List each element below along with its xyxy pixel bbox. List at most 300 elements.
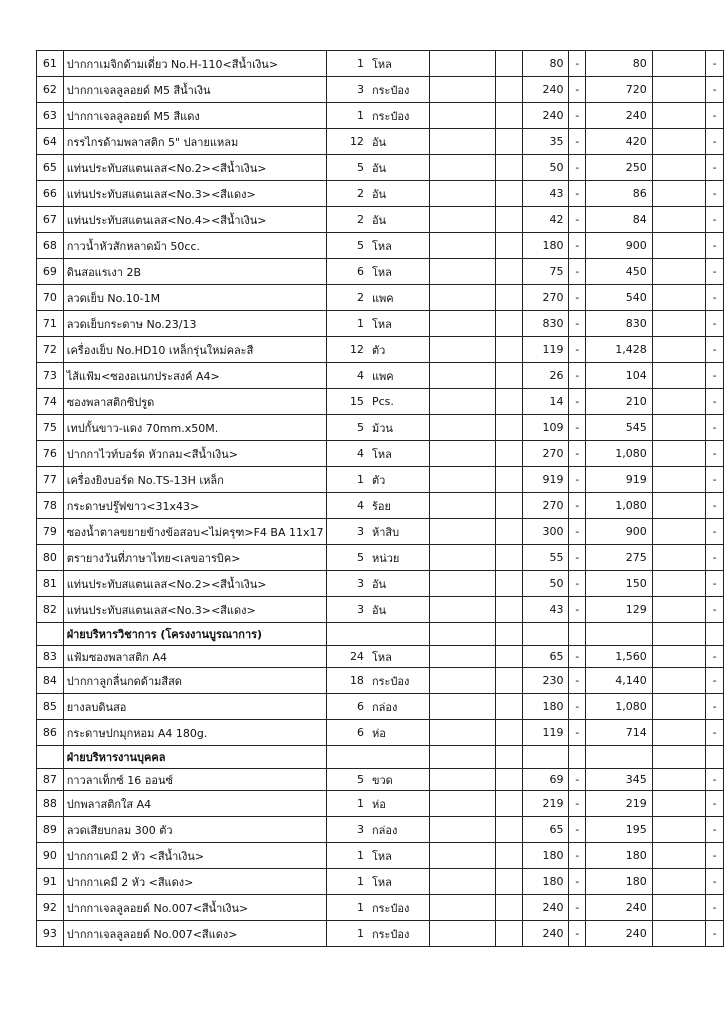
unit-price: 14 <box>523 389 569 415</box>
table-row <box>37 77 724 103</box>
empty-cell <box>429 493 496 519</box>
item-description: ปากกาเจลลูลอยด์ M5 สีน้ำเงิน <box>63 77 327 103</box>
unit-price-dash: - <box>569 869 586 895</box>
line-total-dash: - <box>706 389 724 415</box>
empty-cell <box>429 51 496 77</box>
line-total: 275 <box>586 545 653 571</box>
empty-cell <box>496 493 523 519</box>
item-quantity: 1 <box>327 921 368 947</box>
table-row <box>37 181 724 207</box>
line-total: 720 <box>586 77 653 103</box>
item-number: 72 <box>37 337 64 363</box>
item-number: 83 <box>37 646 64 668</box>
item-unit: ห่อ <box>368 720 429 746</box>
table-row <box>37 545 724 571</box>
item-quantity: 18 <box>327 668 368 694</box>
unit-price: 219 <box>523 791 569 817</box>
item-quantity: 12 <box>327 129 368 155</box>
unit-price: 240 <box>523 103 569 129</box>
line-total-dash: - <box>706 155 724 181</box>
empty-cell <box>652 623 706 646</box>
empty-cell <box>652 545 706 571</box>
line-total: 714 <box>586 720 653 746</box>
section-title: ฝ่ายบริหารวิชาการ (โครงงานบูรณาการ) <box>63 623 327 646</box>
table-row <box>37 51 724 77</box>
item-unit: กระป๋อง <box>368 103 429 129</box>
line-total: 345 <box>586 769 653 791</box>
empty-cell <box>706 746 724 769</box>
empty-cell <box>327 746 368 769</box>
line-total: 180 <box>586 869 653 895</box>
item-unit: ขวด <box>368 769 429 791</box>
item-description: แท่นประทับสแตนเลส<No.4><สีน้ำเงิน> <box>63 207 327 233</box>
table-row <box>37 895 724 921</box>
line-total: 80 <box>586 51 653 77</box>
line-total: 240 <box>586 895 653 921</box>
unit-price-dash: - <box>569 155 586 181</box>
item-number: 76 <box>37 441 64 467</box>
line-total-dash: - <box>706 337 724 363</box>
unit-price: 26 <box>523 363 569 389</box>
row-number-cell <box>37 623 64 646</box>
line-total: 240 <box>586 921 653 947</box>
line-total: 900 <box>586 233 653 259</box>
empty-cell <box>429 103 496 129</box>
line-total-dash: - <box>706 668 724 694</box>
item-unit: ร้อย <box>368 493 429 519</box>
table-row <box>37 720 724 746</box>
item-unit: อัน <box>368 597 429 623</box>
item-description: ลวดเย็บกระดาษ No.23/13 <box>63 311 327 337</box>
item-description: กรรไกรด้ามพลาสติก 5" ปลายแหลม <box>63 129 327 155</box>
item-unit: ห้าสิบ <box>368 519 429 545</box>
table-row <box>37 869 724 895</box>
empty-cell <box>652 207 706 233</box>
empty-cell <box>652 129 706 155</box>
item-description: เครื่องเย็บ No.HD10 เหล็กรุ่นใหม่คละสี <box>63 337 327 363</box>
empty-cell <box>496 791 523 817</box>
unit-price-dash: - <box>569 415 586 441</box>
item-quantity: 2 <box>327 285 368 311</box>
empty-cell <box>496 597 523 623</box>
empty-cell <box>569 746 586 769</box>
item-description: แท่นประทับสแตนเลส<No.3><สีแดง> <box>63 181 327 207</box>
item-quantity: 3 <box>327 519 368 545</box>
empty-cell <box>652 77 706 103</box>
item-quantity: 1 <box>327 311 368 337</box>
item-quantity: 5 <box>327 415 368 441</box>
empty-cell <box>496 519 523 545</box>
item-quantity: 5 <box>327 233 368 259</box>
unit-price-dash: - <box>569 259 586 285</box>
item-quantity: 1 <box>327 895 368 921</box>
empty-cell <box>496 103 523 129</box>
item-quantity: 3 <box>327 77 368 103</box>
empty-cell <box>429 668 496 694</box>
line-total: 919 <box>586 467 653 493</box>
item-quantity: 5 <box>327 769 368 791</box>
item-number: 82 <box>37 597 64 623</box>
item-number: 64 <box>37 129 64 155</box>
unit-price: 75 <box>523 259 569 285</box>
table-row <box>37 285 724 311</box>
line-total: 4,140 <box>586 668 653 694</box>
unit-price: 69 <box>523 769 569 791</box>
empty-cell <box>652 363 706 389</box>
empty-cell <box>496 571 523 597</box>
table-row <box>37 467 724 493</box>
unit-price-dash: - <box>569 207 586 233</box>
row-number-cell <box>37 746 64 769</box>
empty-cell <box>429 259 496 285</box>
empty-cell <box>429 519 496 545</box>
item-description: ปากกาเคมี 2 หัว <สีน้ำเงิน> <box>63 843 327 869</box>
empty-cell <box>496 895 523 921</box>
item-description: ปกพลาสติกใส A4 <box>63 791 327 817</box>
item-number: 67 <box>37 207 64 233</box>
line-total-dash: - <box>706 467 724 493</box>
empty-cell <box>429 129 496 155</box>
empty-cell <box>496 921 523 947</box>
empty-cell <box>496 545 523 571</box>
unit-price-dash: - <box>569 597 586 623</box>
line-total-dash: - <box>706 51 724 77</box>
empty-cell <box>327 623 368 646</box>
unit-price: 180 <box>523 233 569 259</box>
table-row <box>37 493 724 519</box>
empty-cell <box>429 207 496 233</box>
item-quantity: 1 <box>327 51 368 77</box>
line-total-dash: - <box>706 791 724 817</box>
item-quantity: 1 <box>327 467 368 493</box>
empty-cell <box>652 415 706 441</box>
empty-cell <box>496 285 523 311</box>
line-total-dash: - <box>706 363 724 389</box>
item-description: ปากกาเจลลูลอยด์ M5 สีแดง <box>63 103 327 129</box>
line-total-dash: - <box>706 817 724 843</box>
item-description: ปากกาไวท์บอร์ด หัวกลม<สีน้ำเงิน> <box>63 441 327 467</box>
item-quantity: 4 <box>327 441 368 467</box>
item-unit: โหล <box>368 259 429 285</box>
line-total-dash: - <box>706 720 724 746</box>
item-unit: โหล <box>368 869 429 895</box>
item-description: ไส้แฟ้ม<ซองอเนกประสงค์ A4> <box>63 363 327 389</box>
item-quantity: 3 <box>327 817 368 843</box>
unit-price: 270 <box>523 441 569 467</box>
empty-cell <box>429 285 496 311</box>
empty-cell <box>429 646 496 668</box>
item-unit: ม้วน <box>368 415 429 441</box>
table-row <box>37 129 724 155</box>
unit-price: 50 <box>523 155 569 181</box>
item-number: 66 <box>37 181 64 207</box>
item-unit: แพค <box>368 363 429 389</box>
empty-cell <box>496 337 523 363</box>
item-quantity: 1 <box>327 843 368 869</box>
empty-cell <box>429 545 496 571</box>
item-unit: อัน <box>368 129 429 155</box>
item-number: 68 <box>37 233 64 259</box>
item-description: ปากกาเจลลูลอยด์ No.007<สีน้ำเงิน> <box>63 895 327 921</box>
item-number: 69 <box>37 259 64 285</box>
unit-price: 43 <box>523 181 569 207</box>
line-total-dash: - <box>706 207 724 233</box>
unit-price: 50 <box>523 571 569 597</box>
item-description: ลวดเสียบกลม 300 ตัว <box>63 817 327 843</box>
line-total-dash: - <box>706 441 724 467</box>
table-row <box>37 694 724 720</box>
empty-cell <box>652 791 706 817</box>
unit-price-dash: - <box>569 791 586 817</box>
table-row <box>37 668 724 694</box>
item-description: ปากกาลูกลื่นกดด้ามสีสด <box>63 668 327 694</box>
empty-cell <box>429 791 496 817</box>
empty-cell <box>496 311 523 337</box>
empty-cell <box>569 623 586 646</box>
table-row <box>37 103 724 129</box>
unit-price: 43 <box>523 597 569 623</box>
empty-cell <box>368 746 429 769</box>
empty-cell <box>429 895 496 921</box>
item-number: 78 <box>37 493 64 519</box>
line-total: 545 <box>586 415 653 441</box>
line-total: 1,080 <box>586 441 653 467</box>
line-total: 1,428 <box>586 337 653 363</box>
table-row <box>37 363 724 389</box>
line-total: 210 <box>586 389 653 415</box>
line-total-dash: - <box>706 181 724 207</box>
unit-price: 80 <box>523 51 569 77</box>
item-unit: อัน <box>368 181 429 207</box>
line-total-dash: - <box>706 921 724 947</box>
line-total: 219 <box>586 791 653 817</box>
empty-cell <box>652 597 706 623</box>
unit-price-dash: - <box>569 694 586 720</box>
line-total-dash: - <box>706 415 724 441</box>
empty-cell <box>496 259 523 285</box>
empty-cell <box>496 77 523 103</box>
empty-cell <box>496 623 523 646</box>
empty-cell <box>652 233 706 259</box>
item-unit: อัน <box>368 155 429 181</box>
unit-price: 35 <box>523 129 569 155</box>
table-row <box>37 207 724 233</box>
empty-cell <box>652 769 706 791</box>
empty-cell <box>429 869 496 895</box>
empty-cell <box>429 843 496 869</box>
table-row <box>37 597 724 623</box>
empty-cell <box>652 389 706 415</box>
line-total-dash: - <box>706 311 724 337</box>
empty-cell <box>429 694 496 720</box>
item-description: ลวดเย็บ No.10-1M <box>63 285 327 311</box>
unit-price: 240 <box>523 895 569 921</box>
empty-cell <box>496 668 523 694</box>
unit-price: 119 <box>523 720 569 746</box>
unit-price: 180 <box>523 843 569 869</box>
line-total: 1,560 <box>586 646 653 668</box>
item-quantity: 4 <box>327 363 368 389</box>
table-row <box>37 646 724 668</box>
item-quantity: 3 <box>327 571 368 597</box>
item-number: 92 <box>37 895 64 921</box>
line-total: 540 <box>586 285 653 311</box>
empty-cell <box>429 181 496 207</box>
unit-price-dash: - <box>569 769 586 791</box>
item-number: 93 <box>37 921 64 947</box>
item-unit: กระป๋อง <box>368 895 429 921</box>
item-number: 62 <box>37 77 64 103</box>
table-row <box>37 415 724 441</box>
unit-price: 65 <box>523 817 569 843</box>
unit-price: 240 <box>523 921 569 947</box>
unit-price-dash: - <box>569 363 586 389</box>
empty-cell <box>429 921 496 947</box>
item-number: 84 <box>37 668 64 694</box>
unit-price-dash: - <box>569 571 586 597</box>
item-description: ตรายางวันที่ภาษาไทย<เลขอารบิค> <box>63 545 327 571</box>
empty-cell <box>429 415 496 441</box>
empty-cell <box>496 207 523 233</box>
empty-cell <box>429 389 496 415</box>
item-number: 81 <box>37 571 64 597</box>
empty-cell <box>429 817 496 843</box>
item-quantity: 12 <box>327 337 368 363</box>
item-quantity: 1 <box>327 869 368 895</box>
item-unit: กล่อง <box>368 694 429 720</box>
item-quantity: 24 <box>327 646 368 668</box>
item-number: 80 <box>37 545 64 571</box>
unit-price: 919 <box>523 467 569 493</box>
unit-price: 109 <box>523 415 569 441</box>
empty-cell <box>706 623 724 646</box>
line-total: 830 <box>586 311 653 337</box>
line-total: 129 <box>586 597 653 623</box>
empty-cell <box>429 746 496 769</box>
empty-cell <box>652 181 706 207</box>
line-total: 180 <box>586 843 653 869</box>
line-total: 900 <box>586 519 653 545</box>
item-number: 70 <box>37 285 64 311</box>
item-unit: แพค <box>368 285 429 311</box>
item-unit: ห่อ <box>368 791 429 817</box>
line-total: 150 <box>586 571 653 597</box>
empty-cell <box>429 623 496 646</box>
empty-cell <box>652 51 706 77</box>
item-description: แท่นประทับสแตนเลส<No.3><สีแดง> <box>63 597 327 623</box>
item-number: 91 <box>37 869 64 895</box>
item-quantity: 3 <box>327 597 368 623</box>
empty-cell <box>429 337 496 363</box>
item-number: 65 <box>37 155 64 181</box>
empty-cell <box>523 746 569 769</box>
unit-price-dash: - <box>569 467 586 493</box>
item-number: 75 <box>37 415 64 441</box>
item-quantity: 4 <box>327 493 368 519</box>
line-total-dash: - <box>706 259 724 285</box>
item-unit: กล่อง <box>368 817 429 843</box>
unit-price: 42 <box>523 207 569 233</box>
empty-cell <box>429 769 496 791</box>
item-quantity: 6 <box>327 694 368 720</box>
unit-price: 300 <box>523 519 569 545</box>
unit-price-dash: - <box>569 493 586 519</box>
item-quantity: 6 <box>327 720 368 746</box>
empty-cell <box>496 51 523 77</box>
empty-cell <box>652 311 706 337</box>
empty-cell <box>652 337 706 363</box>
empty-cell <box>496 843 523 869</box>
line-total: 195 <box>586 817 653 843</box>
empty-cell <box>429 363 496 389</box>
unit-price-dash: - <box>569 337 586 363</box>
item-number: 86 <box>37 720 64 746</box>
line-total: 240 <box>586 103 653 129</box>
line-total: 250 <box>586 155 653 181</box>
empty-cell <box>652 843 706 869</box>
item-unit: กระป๋อง <box>368 668 429 694</box>
line-total-dash: - <box>706 843 724 869</box>
item-description: ดินสอแรเงา 2B <box>63 259 327 285</box>
item-unit: ตัว <box>368 467 429 493</box>
empty-cell <box>429 77 496 103</box>
line-total: 450 <box>586 259 653 285</box>
item-number: 79 <box>37 519 64 545</box>
unit-price: 270 <box>523 493 569 519</box>
empty-cell <box>652 519 706 545</box>
item-quantity: 2 <box>327 181 368 207</box>
empty-cell <box>652 259 706 285</box>
line-total-dash: - <box>706 77 724 103</box>
item-quantity: 1 <box>327 103 368 129</box>
line-total-dash: - <box>706 869 724 895</box>
unit-price-dash: - <box>569 311 586 337</box>
line-total: 420 <box>586 129 653 155</box>
item-description: ยางลบดินสอ <box>63 694 327 720</box>
unit-price-dash: - <box>569 895 586 921</box>
empty-cell <box>652 720 706 746</box>
item-number: 87 <box>37 769 64 791</box>
empty-cell <box>652 103 706 129</box>
table-row <box>37 337 724 363</box>
item-description: ปากกาเจลลูลอยด์ No.007<สีแดง> <box>63 921 327 947</box>
table-row <box>37 791 724 817</box>
unit-price-dash: - <box>569 843 586 869</box>
item-number: 61 <box>37 51 64 77</box>
item-number: 90 <box>37 843 64 869</box>
item-description: กาวลาเท็กซ์ 16 ออนซ์ <box>63 769 327 791</box>
empty-cell <box>496 155 523 181</box>
item-unit: กระป๋อง <box>368 77 429 103</box>
item-quantity: 6 <box>327 259 368 285</box>
item-unit: อัน <box>368 207 429 233</box>
unit-price-dash: - <box>569 668 586 694</box>
table-row <box>37 389 724 415</box>
empty-cell <box>652 668 706 694</box>
item-number: 88 <box>37 791 64 817</box>
item-description: แฟ้มซองพลาสติก A4 <box>63 646 327 668</box>
empty-cell <box>652 921 706 947</box>
empty-cell <box>586 746 653 769</box>
empty-cell <box>652 817 706 843</box>
item-unit: หน่วย <box>368 545 429 571</box>
item-description: เครื่องยิงบอร์ด No.TS-13H เหล็ก <box>63 467 327 493</box>
line-total-dash: - <box>706 545 724 571</box>
table-row <box>37 817 724 843</box>
table-row <box>37 311 724 337</box>
unit-price-dash: - <box>569 129 586 155</box>
item-number: 77 <box>37 467 64 493</box>
